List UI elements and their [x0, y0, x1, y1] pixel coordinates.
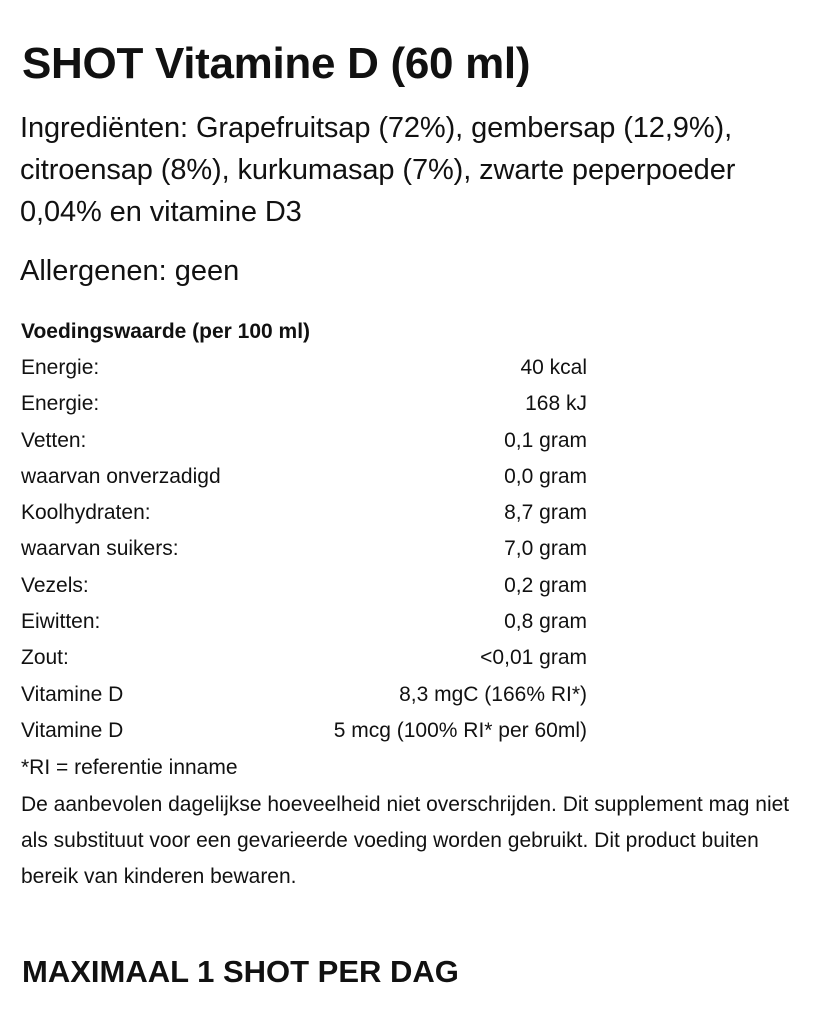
nutrition-label: waarvan suikers:: [21, 537, 179, 561]
nutrition-row-salt: [21, 640, 587, 676]
nutrition-value: 0,1 gram: [504, 428, 587, 452]
nutrition-value: 40 kcal: [520, 356, 587, 379]
nutrition-label: Vezels:: [21, 573, 89, 597]
nutrition-label: Zout:: [21, 646, 69, 670]
nutrition-label: Energie:: [21, 392, 100, 416]
dosage-notice: MAXIMAAL 1 SHOT PER DAG: [22, 954, 459, 989]
nutrition-row-fibre: [21, 568, 587, 604]
nutrition-row-energy-kj: [21, 386, 587, 422]
allergens-text: Allergenen: geen: [20, 255, 240, 287]
product-title: SHOT Vitamine D (60 ml): [22, 39, 531, 88]
nutrition-label: Energie:: [21, 356, 100, 379]
nutrition-value: 168 kJ: [525, 392, 587, 416]
nutrition-value: 0,2 gram: [504, 573, 587, 597]
nutrition-value: 8,7 gram: [504, 501, 587, 525]
nutrition-label: waarvan onverzadigd: [21, 464, 221, 488]
nutrition-value: 0,0 gram: [504, 464, 587, 488]
nutrition-label: Vitamine D: [21, 718, 124, 742]
nutrition-row-energy-kcal: [21, 350, 587, 386]
nutrition-row-carbohydrates: [21, 495, 587, 531]
nutrition-value: 8,3 mgC (166% RI*): [399, 682, 587, 706]
nutrition-value: 5 mcg (100% RI* per 60ml): [333, 718, 587, 742]
nutrition-value: 7,0 gram: [504, 537, 587, 561]
nutrition-row-vitamin-d-percent: [21, 677, 587, 713]
nutrition-row-vitamin-d-mcg: [21, 713, 587, 749]
nutrition-label: Eiwitten:: [21, 610, 101, 634]
nutrition-value: <0,01 gram: [480, 646, 587, 670]
intake-warning: De aanbevolen dagelijkse hoeveelheid niet overschrijden. Dit supplement mag niet als substituut voor een gevarieerde voeding worden gebruikt. Dit product buiten bereik van kinderen bewaren.: [21, 793, 790, 888]
nutrition-table: [21, 350, 587, 749]
nutrition-label: Koolhydraten:: [21, 501, 151, 525]
ingredients-text: Ingrediënten: Grapefruitsap (72%), gembersap (12,9%), citroensap (8%), kurkumasap (7%), zwarte peperpoeder 0,04% en vitamine D3: [20, 112, 736, 228]
nutrition-row-sugars: [21, 531, 587, 567]
ri-footnote: *RI = referentie inname: [21, 756, 238, 779]
nutrition-row-unsaturated: [21, 459, 587, 495]
nutrition-value: 0,8 gram: [504, 610, 587, 634]
nutrition-row-fat: [21, 423, 587, 459]
nutrition-heading: Voedingswaarde (per 100 ml): [21, 320, 311, 343]
nutrition-row-protein: [21, 604, 587, 640]
nutrition-label: Vitamine D: [21, 682, 124, 706]
nutrition-label: Vetten:: [21, 428, 87, 452]
